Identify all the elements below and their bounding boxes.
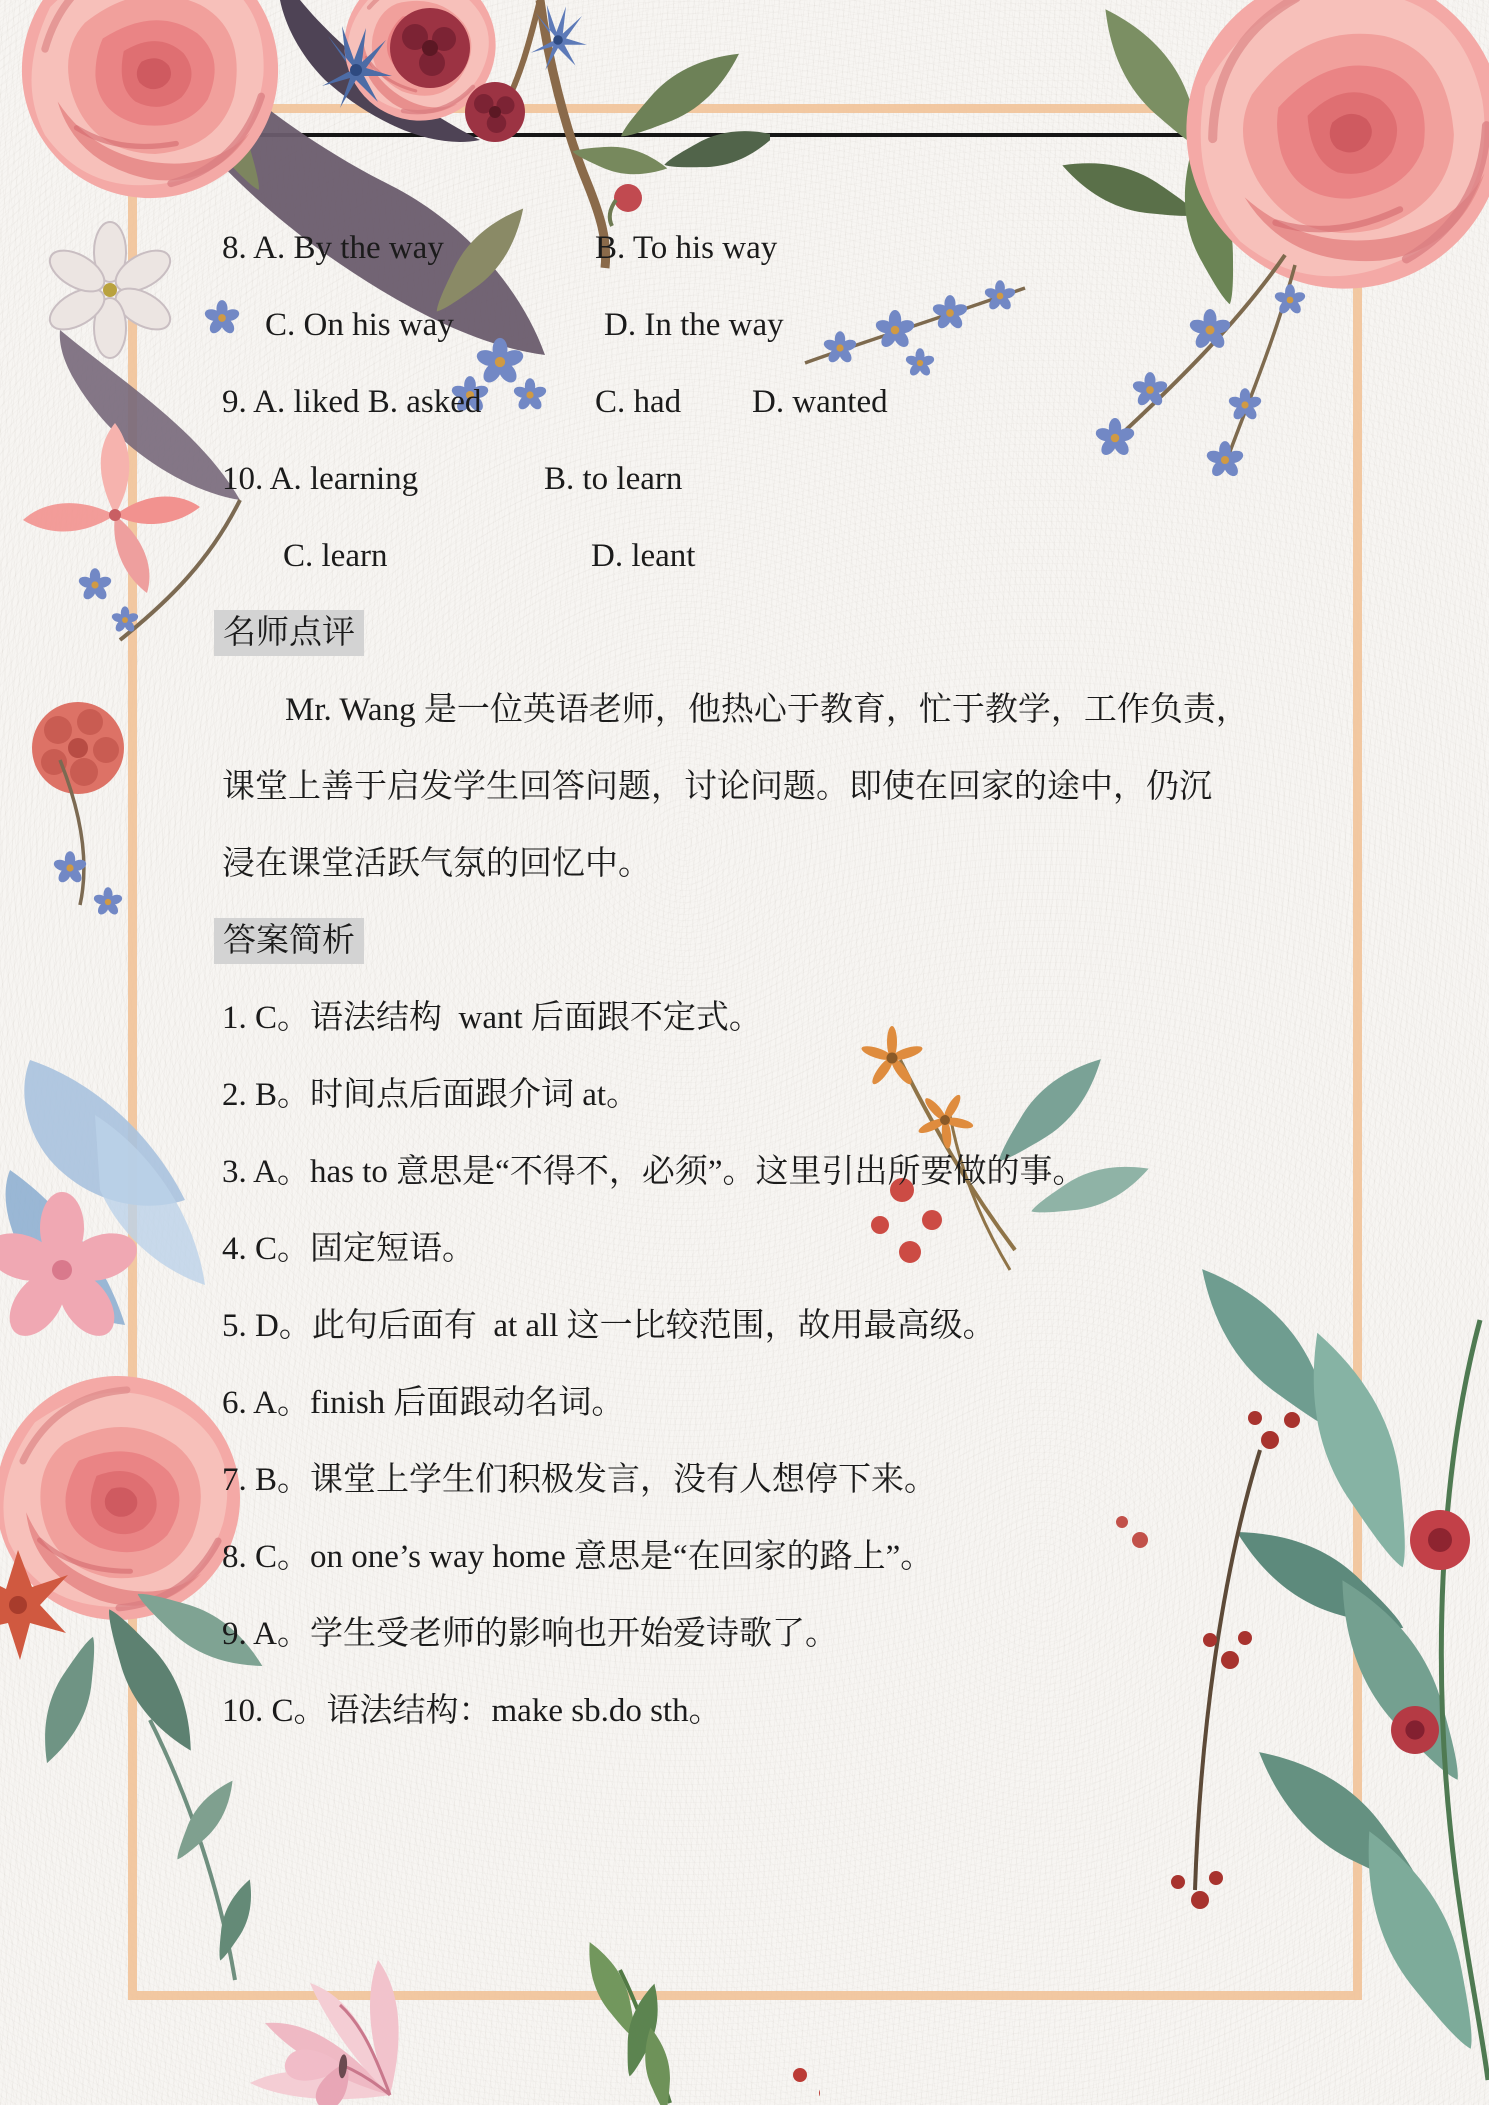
analysis-item-5: 5. D。此句后面有 at all 这一比较范围，故用最高级。 [222, 1308, 996, 1344]
option-8a: 8. A. By the way [222, 230, 444, 266]
option-10c: C. learn [283, 538, 388, 574]
option-8c: C. On his way [265, 307, 454, 343]
teacher-comment-line: Mr. Wang 是一位英语老师，他热心于教育，忙于教学，工作负责， [285, 692, 1249, 728]
analysis-item-2: 2. B。时间点后面跟介词 at。 [222, 1077, 640, 1113]
option-10d: D. leant [591, 538, 696, 574]
option-10b: B. to learn [544, 461, 683, 497]
option-9ab: 9. A. liked B. asked [222, 384, 482, 420]
analysis-item-7: 7. B。课堂上学生们积极发言，没有人想停下来。 [222, 1462, 938, 1498]
analysis-item-4: 4. C。固定短语。 [222, 1231, 476, 1267]
analysis-item-1: 1. C。语法结构 want 后面跟不定式。 [222, 1000, 762, 1036]
analysis-item-3: 3. A。has to 意思是“不得不，必须”。这里引出所要做的事。 [222, 1154, 1086, 1190]
option-9d: D. wanted [752, 384, 888, 420]
option-8b: B. To his way [595, 230, 778, 266]
teacher-comment-line: 课堂上善于启发学生回答问题，讨论问题。即使在回家的途中，仍沉 [222, 769, 1212, 805]
option-10a: 10. A. learning [222, 461, 419, 497]
analysis-item-10: 10. C。语法结构：make sb.do sth。 [222, 1693, 722, 1729]
teacher-comment-heading: 名师点评 [214, 610, 364, 656]
analysis-item-8: 8. C。on one’s way home 意思是“在回家的路上”。 [222, 1539, 934, 1575]
option-9c: C. had [595, 384, 682, 420]
teacher-comment-line: 浸在课堂活跃气氛的回忆中。 [222, 846, 651, 882]
option-8d: D. In the way [604, 307, 784, 343]
answer-analysis-heading: 答案简析 [214, 918, 364, 964]
analysis-item-9: 9. A。学生受老师的影响也开始爱诗歌了。 [222, 1616, 839, 1652]
analysis-item-6: 6. A。finish 后面跟动名词。 [222, 1385, 625, 1421]
